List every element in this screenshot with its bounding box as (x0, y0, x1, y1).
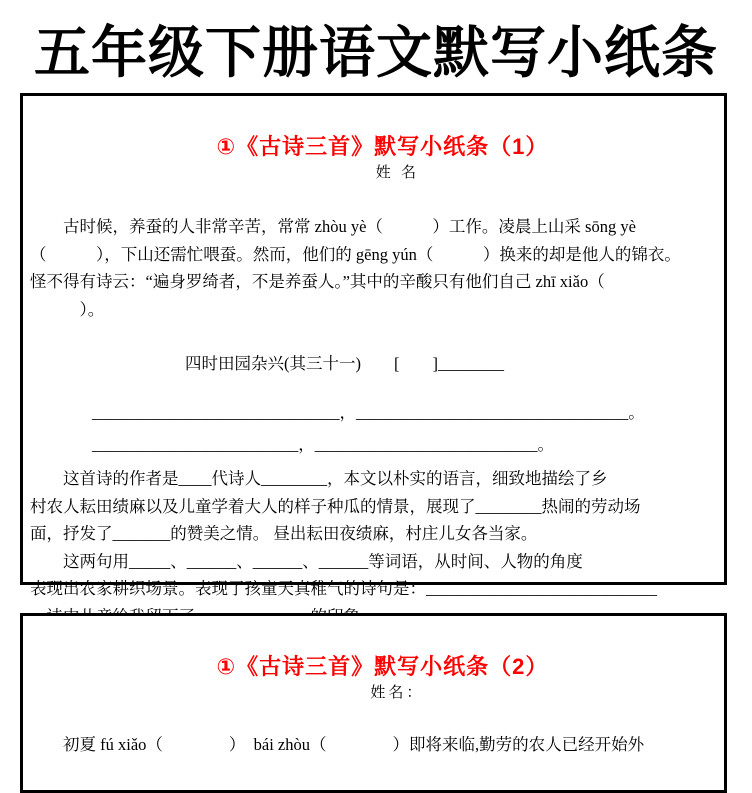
worksheet-section-2 (20, 613, 727, 793)
text-line: ）。 (30, 299, 105, 319)
text-line: 初夏 fú xiǎo（ ） bái zhòu（ ）即将来临,勤劳的农人已经开始外 (30, 735, 645, 754)
section-1-paragraph-2 (23, 465, 724, 548)
worksheet-section-1 (20, 93, 727, 598)
text-line: 村农人耘田绩麻以及儿童学着大人的样子种瓜的情景，展现了________热闹的劳动场 (30, 496, 641, 516)
section-1-paragraph-1 (23, 213, 724, 323)
text-line: 这两句用_____、______、______、______等词语，从时间、人物的角度 (30, 551, 583, 571)
section-1-name-label: 姓 名 (375, 164, 419, 181)
poem-answer-blanks (23, 397, 724, 461)
text-line: 怪不得有诗云：“遍身罗绮者，不是养蚕人。”其中的辛酸只有他们自己 zhī xiǎo（ (30, 272, 605, 291)
section-2-title: ①《古诗三首》默写小纸条（2） (216, 654, 549, 679)
text-line: 表现出农家耕织场景。表现了孩童天真稚气的诗句是：____________________________ (30, 579, 657, 598)
section-2-name-label: 姓名： (370, 684, 425, 701)
text-line: 古时候，养蚕的人非常辛苦，常常 zhòu yè（ ）工作。凌晨上山采 sōng yè (30, 217, 636, 236)
poem-blank-line-2: _________________________，___________________________。 (92, 435, 554, 454)
text-line: （ ），下山还需忙喂蚕。然而，他们的 gēng yún（ ）换来的却是他人的锦衣。 (30, 244, 681, 264)
poem-title-line: 四时田园杂兴(其三十一) [ ]________ (185, 354, 504, 373)
text-line: 这首诗的作者是____代诗人________，本文以朴实的语言，细致地描绘了乡 (30, 469, 608, 488)
section-2-header (23, 632, 724, 720)
page-title: 五年级下册语文默写小纸条 (34, 21, 718, 84)
poem-blank-line-1: ______________________________，_________________________________。 (92, 403, 645, 422)
section-1-title: ①《古诗三首》默写小纸条（1） (216, 134, 549, 159)
section-1-header (23, 112, 724, 200)
text-line: 面，抒发了_______的赞美之情。 昼出耘田夜绩麻，村庄儿女各当家。 (30, 524, 538, 543)
section-2-paragraph-1 (23, 731, 724, 759)
